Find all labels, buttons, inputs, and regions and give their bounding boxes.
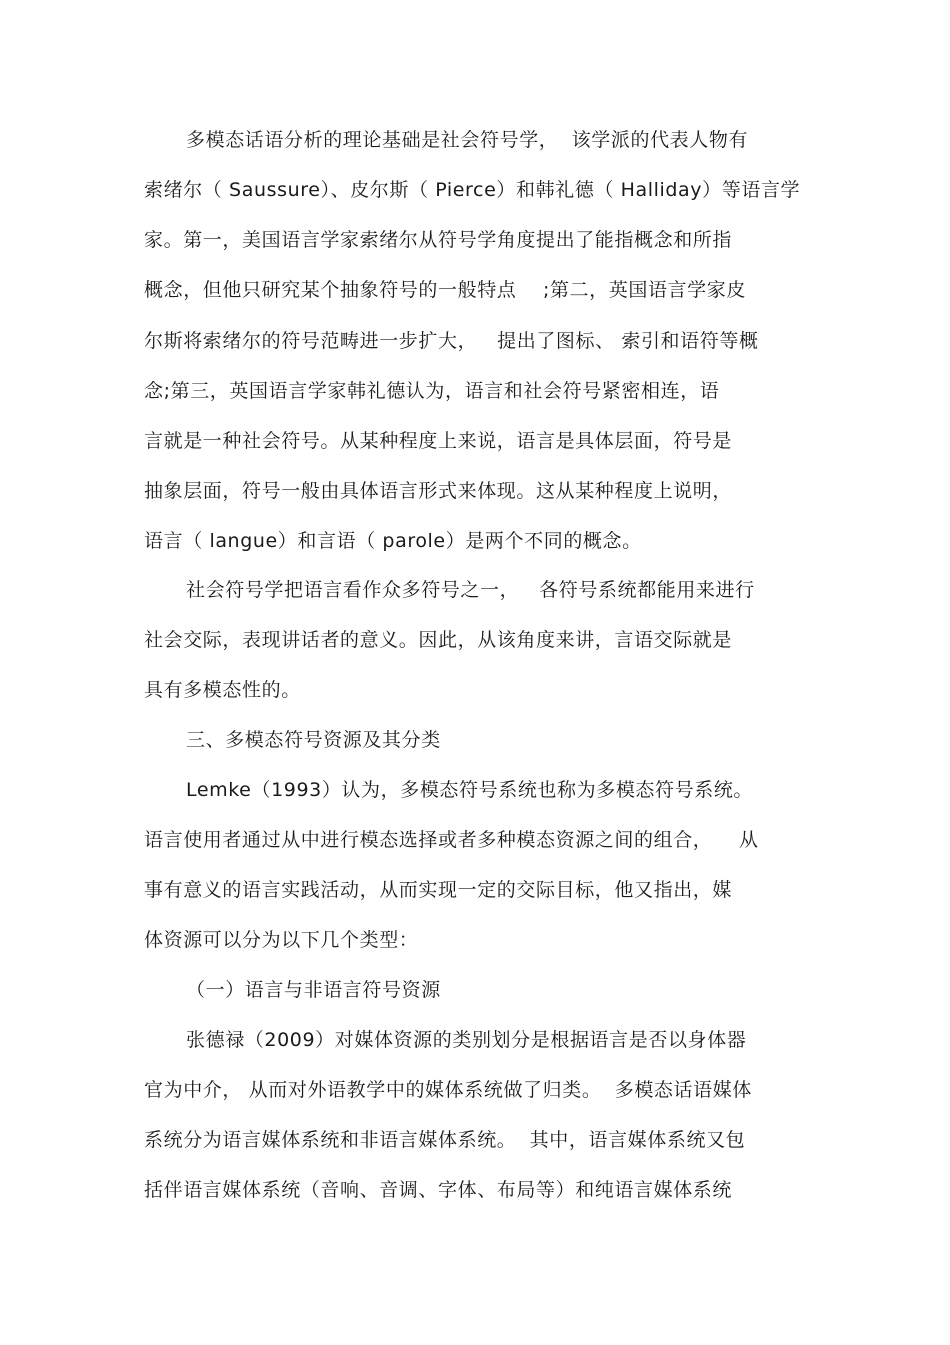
text-line: 具有多模态性的。: [144, 679, 301, 701]
text-line: 社会符号学把语言看作众多符号之一， 各符号系统都能用来进行: [186, 579, 755, 601]
text-line: 念;第三，英国语言学家韩礼德认为，语言和社会符号紧密相连，语: [144, 380, 720, 402]
text-line: 家。第一，美国语言学家索绪尔从符号学角度提出了能指概念和所指: [144, 229, 733, 251]
text-line: 尔斯将索绪尔的符号范畴进一步扩大， 提出了图标、 索引和语符等概: [144, 330, 759, 352]
text-line: 张德禄（2009）对媒体资源的类别划分是根据语言是否以身体器: [186, 1029, 747, 1051]
text-line: 语言使用者通过从中进行模态选择或者多种模态资源之间的组合， 从: [144, 829, 759, 851]
text-line: 括伴语言媒体系统（音响、音调、字体、布局等）和纯语言媒体系统: [144, 1179, 733, 1201]
text-line: 言就是一种社会符号。从某种程度上来说，语言是具体层面，符号是: [144, 430, 733, 452]
text-line: 索绪尔（ Saussure）、皮尔斯（ Pierce）和韩礼德（ Halliday）等语言学: [144, 179, 801, 201]
text-line: 官为中介， 从而对外语教学中的媒体系统做了归类。 多模态话语媒体: [144, 1079, 752, 1101]
text-line: 事有意义的语言实践活动，从而实现一定的交际目标，他又指出，媒: [144, 879, 733, 901]
text-line: 多模态话语分析的理论基础是社会符号学， 该学派的代表人物有: [186, 129, 749, 151]
text-line: 语言（ langue）和言语（ parole）是两个不同的概念。: [144, 530, 642, 552]
text-line: 体资源可以分为以下几个类型：: [144, 929, 419, 951]
text-line: 系统分为语言媒体系统和非语言媒体系统。 其中，语言媒体系统又包: [144, 1129, 746, 1151]
text-line: 社会交际，表现讲话者的意义。因此，从该角度来讲，言语交际就是: [144, 629, 733, 651]
section-heading: 三、多模态符号资源及其分类: [186, 729, 441, 751]
text-line: 抽象层面，符号一般由具体语言形式来体现。这从某种程度上说明，: [144, 480, 733, 502]
subsection-heading: （一）语言与非语言符号资源: [186, 979, 441, 1001]
text-line: 概念，但他只研究某个抽象符号的一般特点 ;第二，英国语言学家皮: [144, 279, 746, 301]
text-line: Lemke（1993）认为，多模态符号系统也称为多模态符号系统。: [186, 779, 754, 801]
